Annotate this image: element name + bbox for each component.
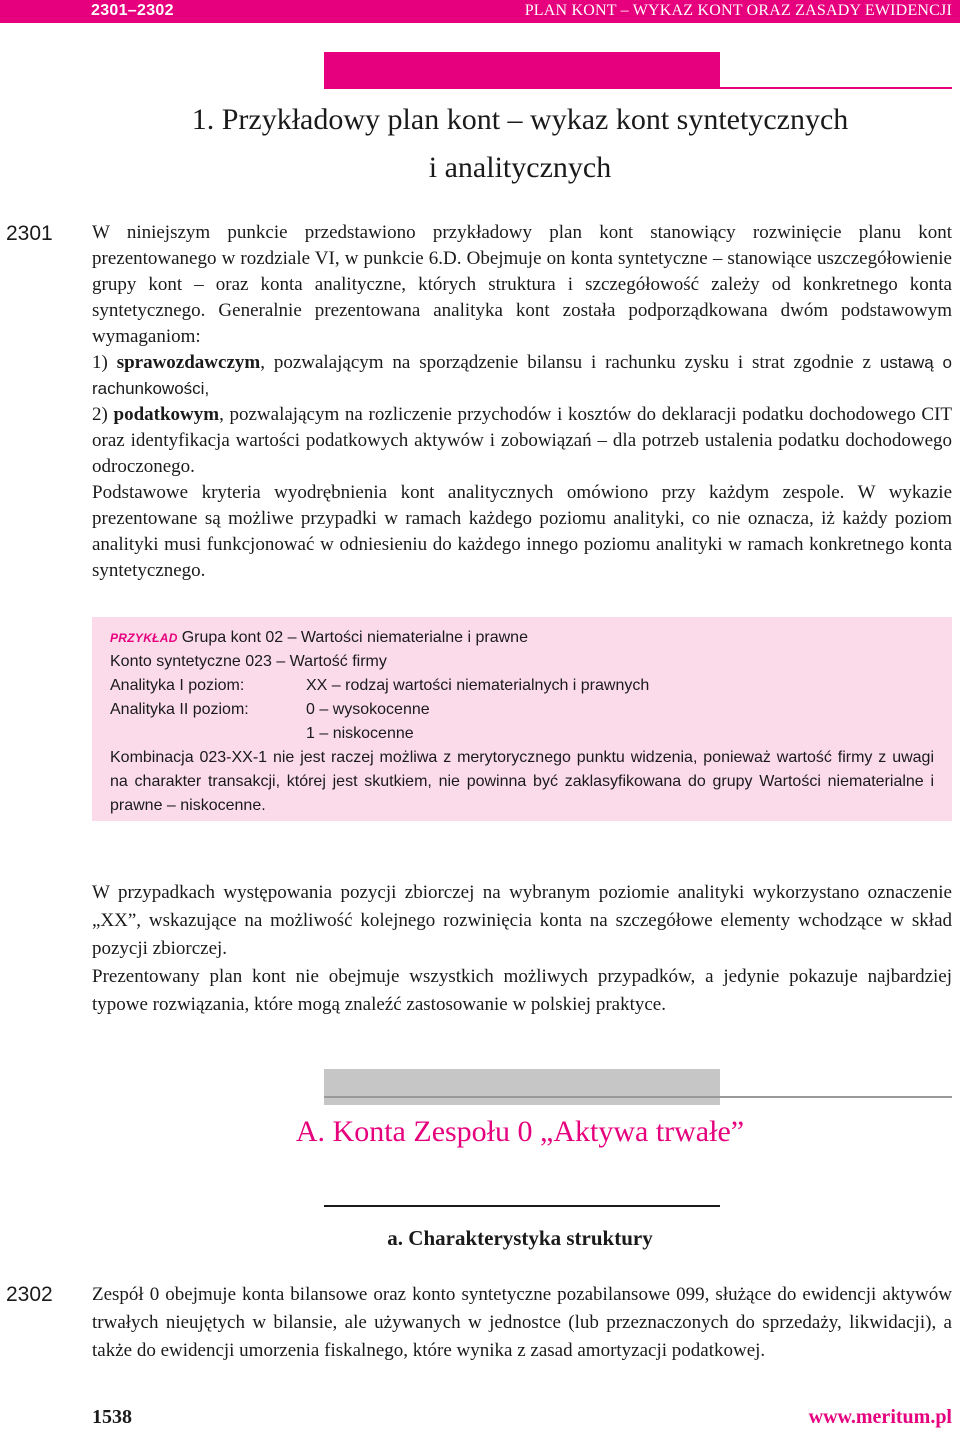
header-paragraph-range: 2301–2302 <box>91 2 174 19</box>
example-tag: PRZYKŁAD <box>110 631 178 645</box>
example-synthetic-account: Konto syntetyczne 023 – Wartość firmy <box>110 653 387 670</box>
paragraph-2302-text: Zespół 0 obejmuje konta bilansowe oraz konto syntetyczne pozabilansowe 099, służące do ewidencji aktywów trwałych nieujętych w bilansie, ale używanych w jednostce (lub przeznaczonych do sprzedaży, likwidacji), a także do ewidencji umorzenia fiskalnego, które wynika z zasad amortyzacji podatkowej. <box>92 1284 952 1361</box>
section-1-accent-bar <box>324 52 720 88</box>
list-item-tax: 2) podatkowym, pozwalającym na rozliczenie przychodów i kosztów do deklaracji podatku dochodowego CIT oraz identyfikacja wartości podatkowych aktywów i zobowiązań – dla potrzeb ustalenia podatku dochodowego odroczonego. <box>92 404 952 477</box>
page-number: 1538 <box>92 1406 132 1428</box>
list-item-tax-term: podatkowym <box>113 404 220 425</box>
example-level-2-label: Analityka II poziom: <box>110 701 249 718</box>
example-heading: PRZYKŁAD Grupa kont 02 – Wartości niematerialne i prawne <box>110 629 528 646</box>
example-level-2-continued <box>110 722 934 746</box>
example-level-2 <box>110 698 934 722</box>
section-a-accent-bar <box>324 1069 720 1105</box>
paragraph-2301-closing: Podstawowe kryteria wyodrębnienia kont analitycznych omówiono przy każdym zespole. W wykazie prezentowane są możliwe przypadki w ramach każdego poziomu analityki, co nie oznacza, iż każdy poziom analityki musi funkcjonować w odniesieniu do każdego innego poziomu analityki w ramach konkretnego konta syntetycznego. <box>92 482 952 581</box>
section-1-title-line-2: i analitycznych <box>428 151 612 184</box>
example-level-1 <box>110 674 934 698</box>
section-a-rule <box>324 1096 952 1098</box>
section-1-title-line-1: 1. Przykładowy plan kont – wykaz kont syntetycznych <box>191 103 849 136</box>
accounting-act-reference: ustawą o rachunkowości, <box>92 353 952 398</box>
section-1-rule <box>324 87 952 89</box>
example-level-2-value-1: 0 – wysokocenne <box>306 701 430 718</box>
list-item-reporting: 1) sprawozdawczym, pozwalającym na sporządzenie bilansu i rachunku zysku i strat zgodnie z ustawą o rachunkowości, <box>92 352 952 398</box>
website-link[interactable]: www.meritum.pl <box>808 1406 952 1428</box>
example-level-1-value: XX – rodzaj wartości niematerialnych i prawnych <box>306 677 650 694</box>
running-header <box>0 0 960 23</box>
margin-number-2301: 2301 <box>6 222 53 245</box>
example-conclusion: Kombinacja 023-XX-1 nie jest raczej możliwa z merytorycznego punktu widzenia, ponieważ wartość firmy z uwagi na charakter transakcji, której jest skutkiem, nie powinna być zaklasyfikowana do grupy Wartości niematerialne i prawne – niskocenne. <box>110 749 934 814</box>
section-a-title: A. Konta Zespołu 0 „Aktywa trwałe” <box>295 1115 745 1148</box>
section-1-title <box>140 96 900 192</box>
example-level-2-value-2: 1 – niskocenne <box>306 725 414 742</box>
after-example-text <box>92 879 952 1019</box>
paragraph-2301-intro: W niniejszym punkcie przedstawiono przykładowy plan kont stanowiący rozwinięcie planu kont prezentowanego w rozdziale VI, w punkcie 6.D. Obejmuje on konta syntetyczne – stanowiące uszczegółowienie grupy kont – oraz konta analityczne, których struktura i szczegółowość zależy od konkretnego konta syntetycznego. Generalnie prezentowana analityka kont została podporządkowana dwóm podstawowym wymaganiom: <box>92 222 952 347</box>
example-box <box>92 617 952 821</box>
paragraph-2302 <box>92 1281 952 1365</box>
header-chapter-title: PLAN KONT – WYKAZ KONT ORAZ ZASADY EWIDENCJI <box>524 2 952 19</box>
after-example-paragraph-1: W przypadkach występowania pozycji zbiorczej na wybranym poziomie analityki wykorzystano oznaczenie „XX”, wskazujące na możliwość kolejnego rozwinięcia konta na szczegółowe elementy wchodzące w skład pozycji zbiorczej. <box>92 882 952 959</box>
after-example-paragraph-2: Prezentowany plan kont nie obejmuje wszystkich możliwych przypadków, a jedynie pokazuje najbardziej typowe rozwiązania, które mogą znaleźć zastosowanie w polskiej praktyce. <box>92 966 952 1015</box>
list-item-reporting-term: sprawozdawczym <box>116 352 261 373</box>
example-level-1-label: Analityka I poziom: <box>110 677 245 694</box>
margin-number-2302: 2302 <box>6 1283 53 1306</box>
subsection-a-title: a. Charakterystyka struktury <box>387 1226 653 1250</box>
subsection-a-rule <box>324 1205 720 1207</box>
paragraph-2301 <box>92 220 952 584</box>
